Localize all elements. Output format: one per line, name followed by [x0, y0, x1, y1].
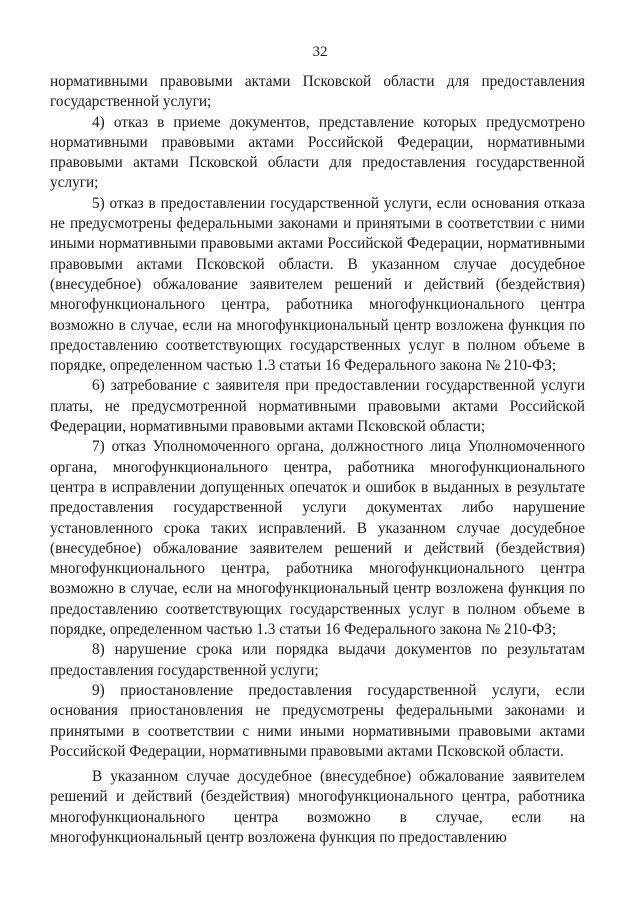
- paragraph-continuation: нормативными правовыми актами Псковской области для предоставления государственной услуги;: [50, 73, 585, 111]
- paragraph-item-7: 7) отказ Уполномоченного органа, должностного лица Уполномоченного органа, многофункционального центра, работника многофункционального центра в исправлении допущенных опечаток и ошибок в выданных в результате предоставления государственной услуги документах либо нарушение установленного срока таких исправлений. В указанном случае досудебное (внесудебное) обжалование заявителем решений и действий (бездействия) многофункционального центра, работника многофункционального центра возможно в случае, если на многофункциональный центр возложена функция по предоставлению соответствующих государственных услуг в полном объеме в порядке, определенном частью 1.3 статьи 16 Федерального закона № 210-ФЗ;: [50, 438, 585, 639]
- paragraph-appeal-note: В указанном случае досудебное (внесудебное) обжалование заявителем решений и действий (бездействия) многофункционального центра, работника многофункционального центра возможно в случае, если на многофункциональный центр возложена функция по предоставлению: [50, 768, 585, 846]
- paragraph-item-9: 9) приостановление предоставления государственной услуги, если основания приостановления не предусмотрены федеральными законами и принятыми в соответствии с ними иными нормативными правовыми актами Российской Федерации, нормативными правовыми актами Псковской области.: [50, 681, 585, 760]
- paragraph-item-6: 6) затребование с заявителя при предоставлении государственной услуги платы, не предусмотренной нормативными правовыми актами Российской Федерации, нормативными правовыми актами Псковской области;: [50, 377, 585, 436]
- paragraph-item-8: 8) нарушение срока или порядка выдачи документов по результатам предоставления государственной услуги;: [50, 641, 585, 679]
- paragraph-item-4: 4) отказ в приеме документов, представление которых предусмотрено нормативными правовыми актами Российской Федерации, нормативными правовыми актами Псковской области для предоставления государственной услуги;: [50, 113, 585, 192]
- page-number: 32: [312, 44, 328, 60]
- paragraph-item-5: 5) отказ в предоставлении государственной услуги, если основания отказа не предусмотрены федеральными законами и принятыми в соответствии с ними иными нормативными правовыми актами Российской Федерации, нормативными правовыми актами Псковской области. В указанном случае досудебное (внесудебное) обжалование заявителем решений и действий (бездействия) многофункционального центра, работника многофункционального центра возможно в случае, если на многофункциональный центр возложена функция по предоставлению соответствующих государственных услуг в полном объеме в порядке, определенном частью 1.3 статьи 16 Федерального закона № 210-ФЗ;: [50, 194, 585, 375]
- document-body: [50, 72, 585, 848]
